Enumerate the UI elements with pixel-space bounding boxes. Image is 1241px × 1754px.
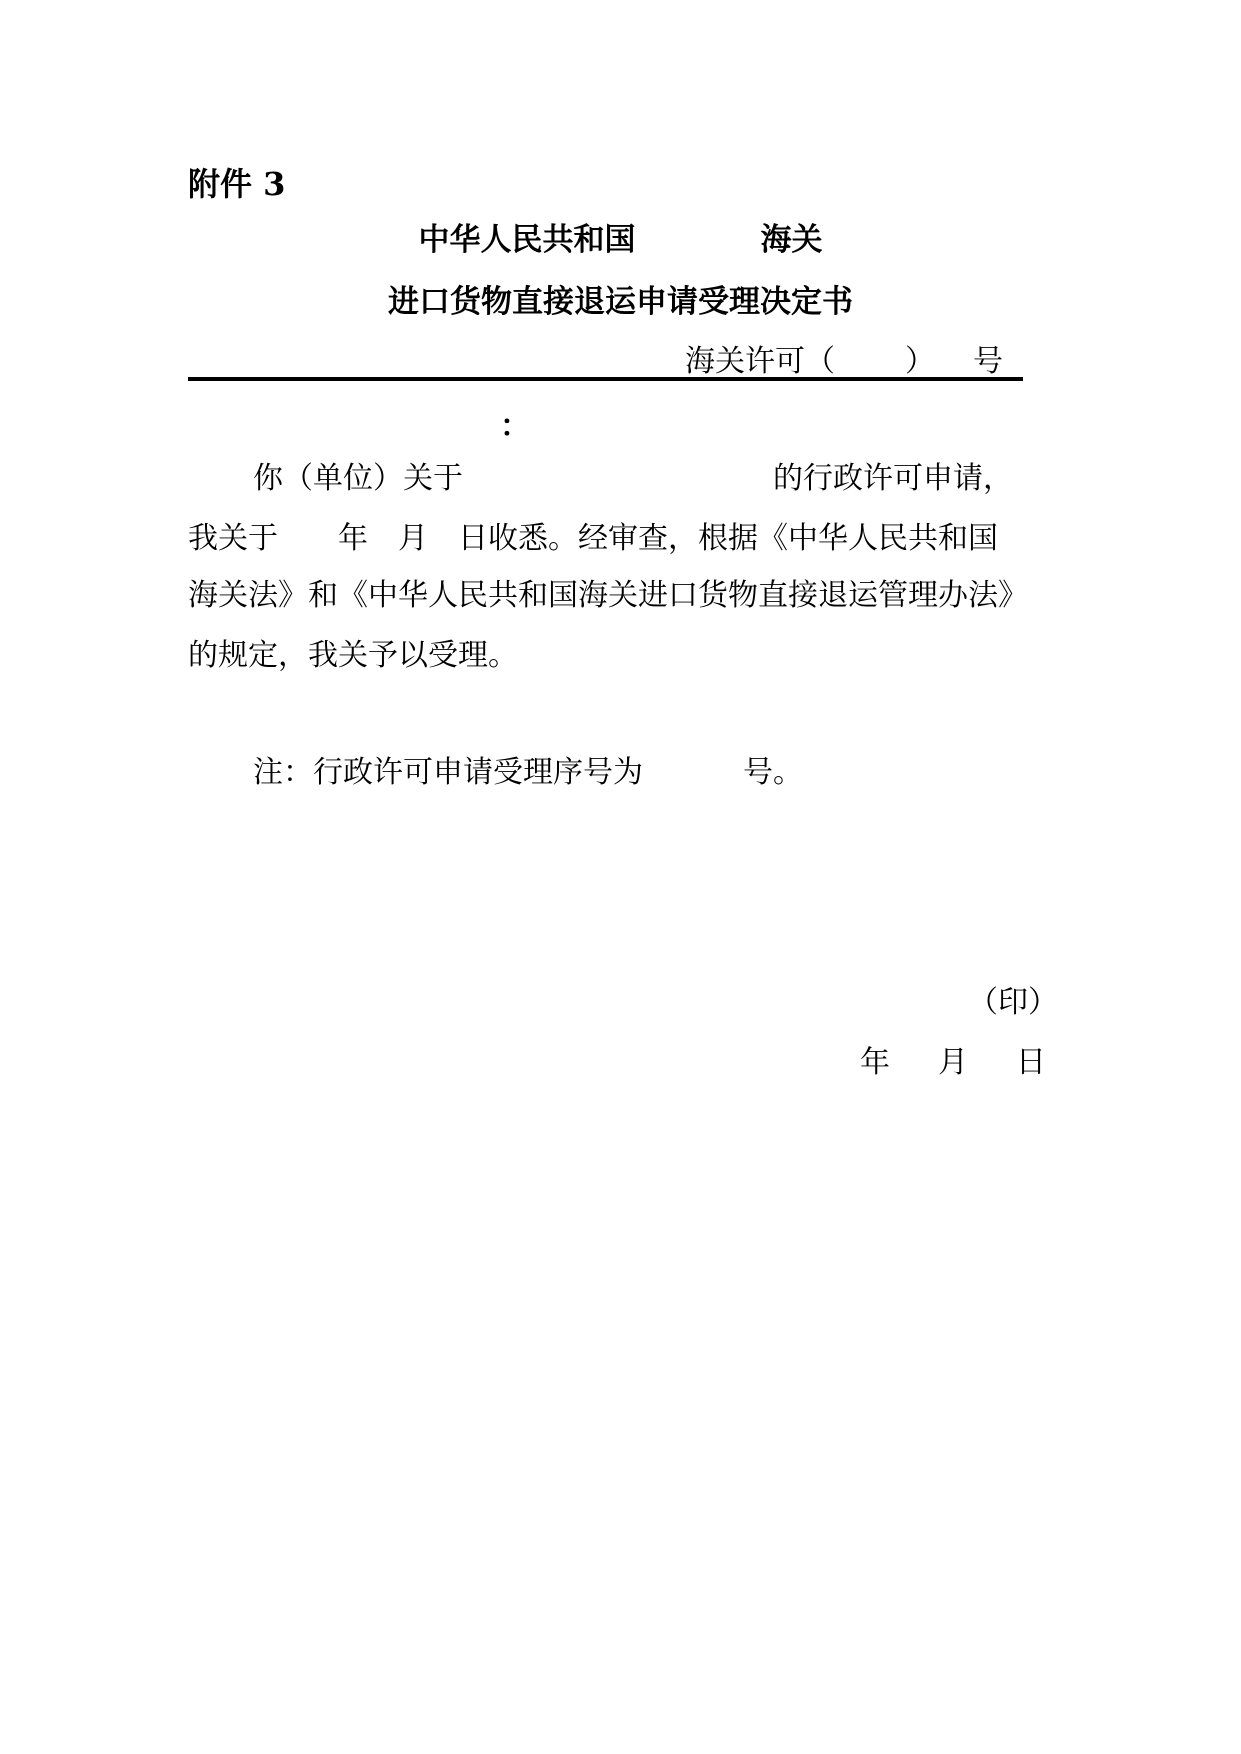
header-divider (188, 377, 1023, 381)
document-title-line-1 (0, 220, 1241, 260)
body-line-2 (188, 519, 998, 559)
permit-number-suffix: 号 (973, 344, 1003, 379)
permit-number-middle: ） (905, 344, 935, 379)
date-day: 日 (1016, 1045, 1046, 1080)
body-line-3: 海关法》和《中华人民共和国海关进口货物直接退运管理办法》 (188, 578, 1028, 613)
body-line-2-year: 年 (338, 521, 368, 556)
date-line (860, 1043, 1046, 1083)
date-month: 月 (938, 1045, 968, 1080)
body-line-2-part-1: 我关于 (188, 521, 278, 556)
body-line-1 (253, 459, 1013, 499)
title-country-name: 中华人民共和国 (418, 222, 636, 258)
body-line-1-part-1: 你（单位）关于 (253, 461, 463, 496)
attachment-label: 附件 3 (188, 165, 286, 203)
body-line-4: 的规定，我关予以受理。 (188, 638, 518, 673)
note-suffix: 号。 (743, 755, 803, 790)
body-line-1-part-2: 的行政许可申请， (773, 461, 1013, 496)
body-line-2-part-2: 日收悉。经审查，根据《中华人民共和国 (458, 521, 998, 556)
body-line-2-month: 月 (398, 521, 428, 556)
permit-number-prefix: 海关许可（ (685, 344, 835, 379)
seal-placeholder: （印） (968, 985, 1058, 1020)
note-prefix: 注：行政许可申请受理序号为 (253, 755, 643, 790)
addressee-colon: ： (500, 409, 530, 444)
note-line (253, 753, 803, 793)
title-customs-name: 海关 (760, 222, 823, 258)
permit-number (685, 342, 1003, 382)
document-title-line-2: 进口货物直接退运申请受理决定书 (388, 284, 853, 320)
date-year: 年 (860, 1045, 890, 1080)
